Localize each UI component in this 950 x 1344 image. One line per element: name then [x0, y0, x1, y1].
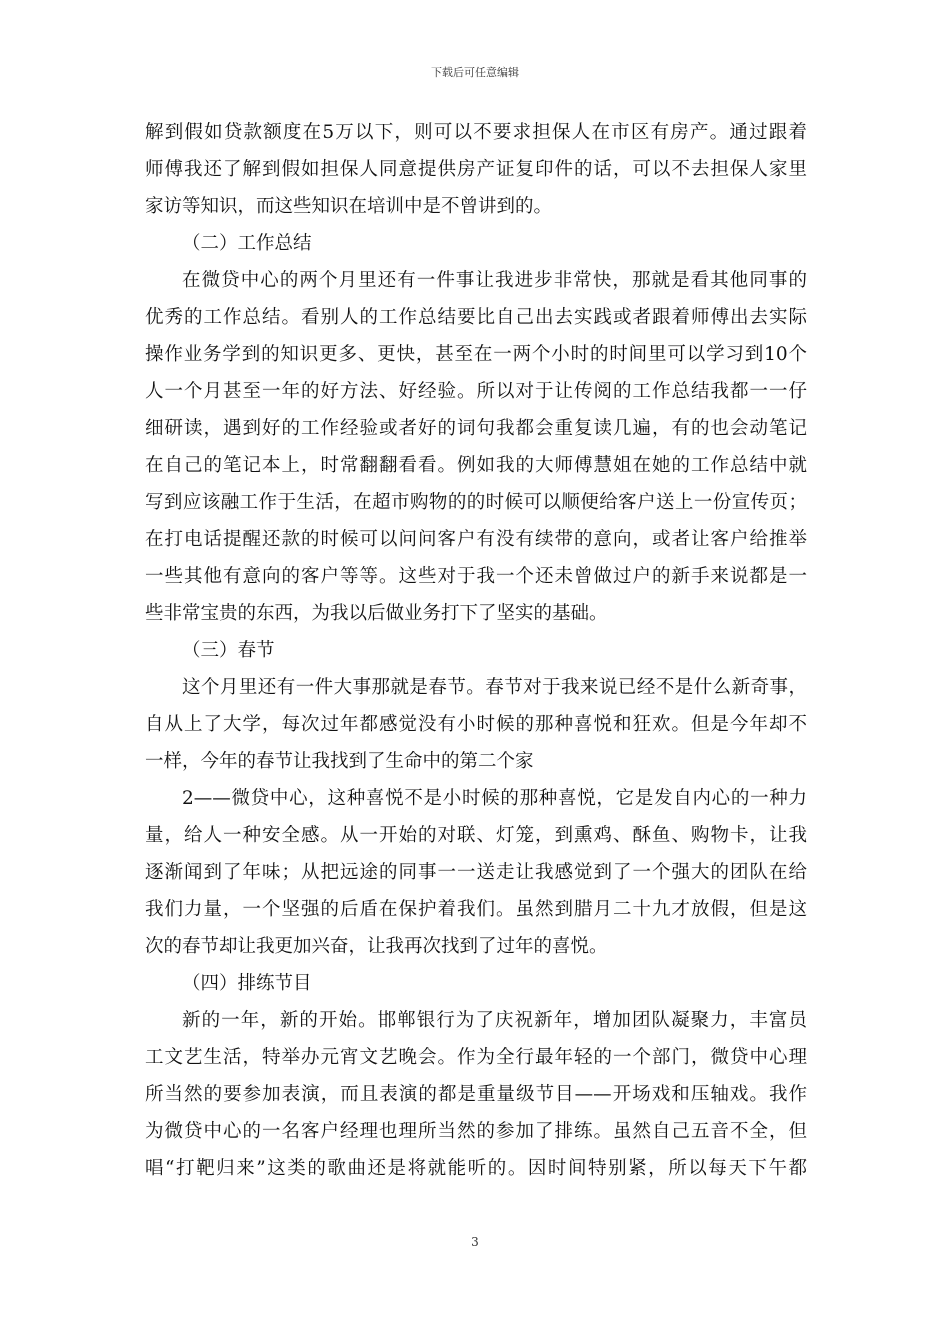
text-line: 师傅我还了解到假如担保人同意提供房产证复印件的话，可以不去担保人家里	[145, 159, 807, 180]
text-line: 所当然的要参加表演，而且表演的都是重量级节目——开场戏和压轴戏。我作	[145, 1084, 807, 1105]
text-line: 些非常宝贵的东西，为我以后做业务打下了坚实的基础。	[145, 603, 608, 624]
document-body	[145, 114, 807, 1187]
text-line: 写到应该融工作于生活，在超市购物的的时候可以顺便给客户送上一份宣传页；	[145, 492, 807, 513]
text-line: 在自己的笔记本上，时常翻翻看看。例如我的大师傅慧姐在她的工作总结中就	[145, 455, 807, 476]
paragraph-first-line: 新的一年，新的开始。邯郸银行为了庆祝新年，增加团队凝聚力，丰富员	[182, 1010, 807, 1031]
text-line: 次的春节却让我更加兴奋，让我再次找到了过年的喜悦。	[145, 936, 608, 957]
text-line: 操作业务学到的知识更多、更快，甚至在一两个小时的时间里可以学习到10个	[145, 344, 807, 365]
text-line: 解到假如贷款额度在5万以下，则可以不要求担保人在市区有房产。通过跟着	[145, 122, 807, 143]
text-line: 量，给人一种安全感。从一开始的对联、灯笼，到熏鸡、酥鱼、购物卡，让我	[145, 825, 807, 846]
text-line: 工文艺生活，特举办元宵文艺晚会。作为全行最年轻的一个部门，微贷中心理	[145, 1047, 807, 1068]
section-heading: （三）春节	[182, 640, 275, 661]
page-number: 3	[471, 1235, 479, 1249]
text-line: 一些其他有意向的客户等等。这些对于我一个还未曾做过户的新手来说都是一	[145, 566, 807, 587]
paragraph-first-line: 在微贷中心的两个月里还有一件事让我进步非常快，那就是看其他同事的	[182, 270, 807, 291]
text-line: 唱“打靶归来”这类的歌曲还是将就能听的。因时间特别紧，所以每天下午都	[145, 1158, 807, 1179]
paragraph-first-line: 2——微贷中心，这种喜悦不是小时候的那种喜悦，它是发自内心的一种力	[182, 788, 807, 809]
section-heading: （二）工作总结	[182, 233, 312, 254]
text-line: 家访等知识，而这些知识在培训中是不曾讲到的。	[145, 196, 553, 217]
page-header: 下载后可任意编辑	[431, 66, 519, 79]
text-line: 细研读，遇到好的工作经验或者好的词句我都会重复读几遍，有的也会动笔记	[145, 418, 807, 439]
text-line: 自从上了大学，每次过年都感觉没有小时候的那种喜悦和狂欢。但是今年却不	[145, 714, 807, 735]
text-line: 优秀的工作总结。看别人的工作总结要比自己出去实践或者跟着师傅出去实际	[145, 307, 807, 328]
text-line: 人一个月甚至一年的好方法、好经验。所以对于让传阅的工作总结我都一一仔	[145, 381, 807, 402]
paragraph-first-line: 这个月里还有一件大事那就是春节。春节对于我来说已经不是什么新奇事，	[182, 677, 807, 698]
text-line: 一样，今年的春节让我找到了生命中的第二个家	[145, 751, 534, 772]
section-heading: （四）排练节目	[182, 973, 312, 994]
text-line: 逐渐闻到了年味；从把远途的同事一一送走让我感觉到了一个强大的团队在给	[145, 862, 807, 883]
text-line: 我们力量，一个坚强的后盾在保护着我们。虽然到腊月二十九才放假，但是这	[145, 899, 807, 920]
text-line: 为微贷中心的一名客户经理也理所当然的参加了排练。虽然自己五音不全，但	[145, 1121, 807, 1142]
text-line: 在打电话提醒还款的时候可以问问客户有没有续带的意向，或者让客户给推举	[145, 529, 807, 550]
